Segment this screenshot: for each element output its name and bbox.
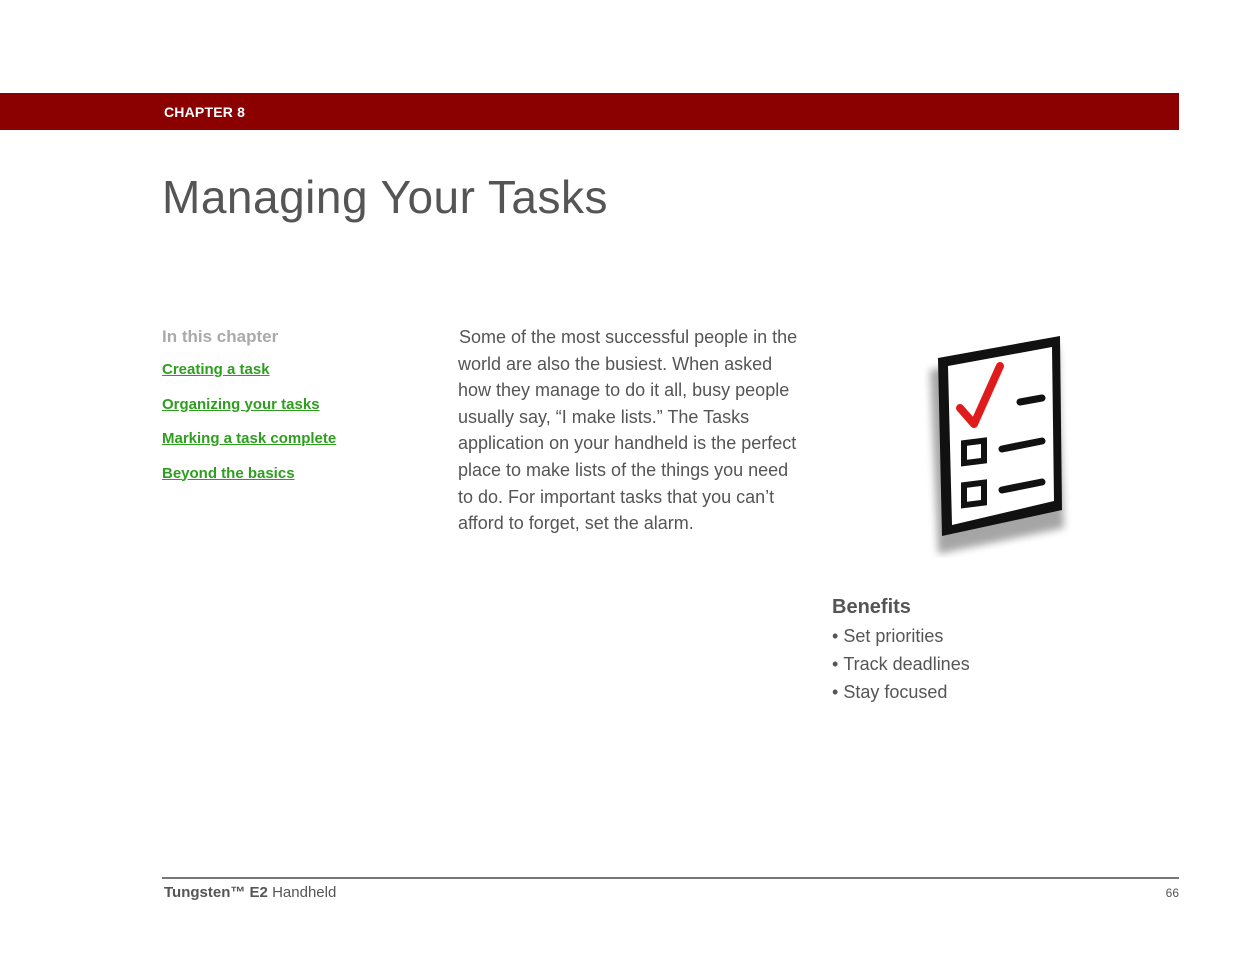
chapter-contents (162, 326, 422, 498)
toc-link-beyond-basics[interactable]: Beyond the basics (162, 464, 295, 482)
intro-paragraph: Some of the most successful people in the world are also the busiest. When asked how they manage to do it all, busy people usually say, “I make lists.” The Tasks application on your handheld is the perfect place to make lists of the things you need to do. For important tasks that you can’t afford to forget, set the alarm. (458, 327, 798, 534)
footer-brand: Tungsten™ E2 (164, 884, 268, 901)
footer-divider (162, 877, 1179, 879)
chapter-header-bar (0, 93, 1179, 130)
chapter-label: CHAPTER 8 (164, 104, 246, 120)
benefit-item: • Stay focused (832, 678, 1152, 706)
benefits-list (832, 622, 1152, 706)
footer-product: Handheld (272, 884, 337, 901)
toc-link-organizing-tasks[interactable]: Organizing your tasks (162, 395, 320, 413)
footer-product-name (164, 884, 336, 901)
task-checklist-icon (924, 326, 1074, 558)
page-number: 66 (1165, 886, 1179, 900)
benefits-section (832, 594, 1152, 706)
benefit-item: • Set priorities (832, 622, 1152, 650)
toc-link-marking-complete[interactable]: Marking a task complete (162, 430, 337, 447)
benefits-title: Benefits (832, 596, 911, 618)
benefit-item: • Track deadlines (832, 650, 1152, 678)
page-title: Managing Your Tasks (162, 171, 608, 223)
toc-heading: In this chapter (162, 327, 279, 346)
toc-link-creating-task[interactable]: Creating a task (162, 361, 270, 378)
